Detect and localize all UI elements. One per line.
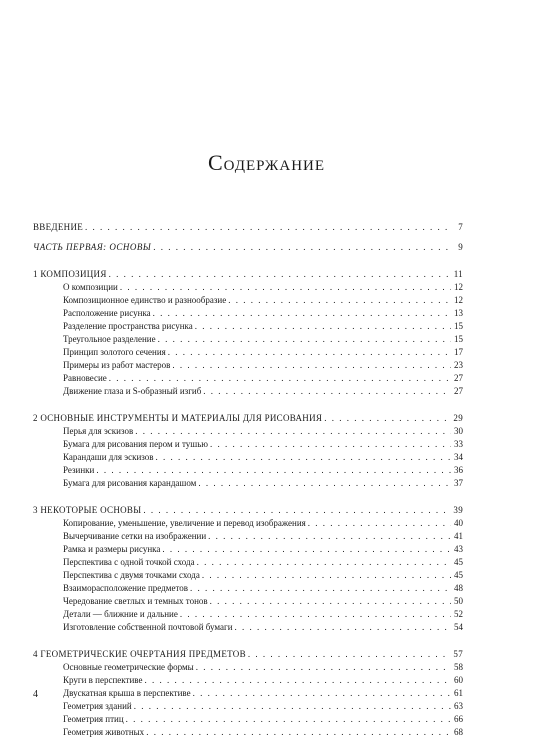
toc-subentry[interactable] bbox=[33, 385, 463, 398]
dot-leader bbox=[195, 320, 451, 333]
toc-subentry[interactable] bbox=[33, 307, 463, 320]
toc-subentry[interactable] bbox=[33, 621, 463, 634]
toc-subentry[interactable] bbox=[33, 543, 463, 556]
toc-entry-label: Разделение пространства рисунка bbox=[63, 321, 193, 331]
dot-leader bbox=[156, 451, 451, 464]
toc-entry-label: Треугольное разделение bbox=[63, 334, 156, 344]
toc-entry-page: 40 bbox=[454, 518, 463, 528]
dot-leader bbox=[168, 346, 451, 359]
toc-entry-page: 43 bbox=[454, 544, 463, 554]
toc-entry-label: ЧАСТЬ ПЕРВАЯ: ОСНОВЫ bbox=[33, 242, 152, 252]
toc-entry-page: 12 bbox=[454, 282, 463, 292]
toc-entry-page: 27 bbox=[454, 386, 463, 396]
toc-entry-label: Бумага для рисования пером и тушью bbox=[63, 439, 209, 449]
toc-chapter-4[interactable] bbox=[33, 648, 463, 661]
dot-leader bbox=[134, 700, 451, 713]
toc-entry-page: 15 bbox=[454, 321, 463, 331]
toc-entry-page: 15 bbox=[454, 334, 463, 344]
toc-subentry[interactable] bbox=[33, 294, 463, 307]
toc-subentry[interactable] bbox=[33, 700, 463, 713]
toc-entry-introduction[interactable] bbox=[33, 221, 463, 234]
dot-leader bbox=[162, 543, 451, 556]
toc-entry-label: Перспектива с двумя точками схода bbox=[63, 570, 200, 580]
dot-leader bbox=[109, 268, 451, 281]
toc-entry-label: Резинки bbox=[63, 465, 95, 475]
toc-subentry[interactable] bbox=[33, 477, 463, 490]
toc-entry-label: Карандаши для эскизов bbox=[63, 452, 154, 462]
toc-entry-page: 66 bbox=[454, 714, 463, 724]
toc-entry-label: Копирование, уменьшение, увеличение и перевод изображения bbox=[63, 518, 306, 528]
toc-entry-label: Вычерчивание сетки на изображении bbox=[63, 531, 207, 541]
toc-subentry[interactable] bbox=[33, 713, 463, 726]
toc-entry-page: 7 bbox=[458, 222, 463, 232]
dot-leader bbox=[180, 608, 451, 621]
toc-entry-page: 63 bbox=[454, 701, 463, 711]
toc-entry-page: 30 bbox=[454, 426, 463, 436]
toc-entry-label: Примеры из работ мастеров bbox=[63, 360, 171, 370]
dot-leader bbox=[120, 281, 451, 294]
toc-subentry[interactable] bbox=[33, 346, 463, 359]
toc-entry-page: 37 bbox=[454, 478, 463, 488]
dot-leader bbox=[158, 333, 451, 346]
toc-subentry[interactable] bbox=[33, 320, 463, 333]
toc-entry-label: Бумага для рисования карандашом bbox=[63, 478, 197, 488]
dot-leader bbox=[109, 372, 451, 385]
toc-subentry[interactable] bbox=[33, 372, 463, 385]
dot-leader bbox=[235, 621, 451, 634]
toc-entry-label: Принцип золотого сечения bbox=[63, 347, 166, 357]
toc-entry-label: О композиции bbox=[63, 282, 118, 292]
toc-subentry[interactable] bbox=[33, 464, 463, 477]
toc-entry-page: 68 bbox=[454, 727, 463, 737]
dot-leader bbox=[203, 385, 451, 398]
page-number: 4 bbox=[33, 689, 38, 700]
toc-entry-page: 36 bbox=[454, 465, 463, 475]
dot-leader bbox=[143, 504, 451, 517]
toc-entry-label: Геометрия животных bbox=[63, 727, 145, 737]
toc-subentry[interactable] bbox=[33, 425, 463, 438]
dot-leader bbox=[85, 221, 451, 234]
toc-subentry[interactable] bbox=[33, 517, 463, 530]
dot-leader bbox=[308, 517, 451, 530]
toc-entry-label: Равновесие bbox=[63, 373, 107, 383]
dot-leader bbox=[153, 241, 451, 254]
dot-leader bbox=[228, 294, 451, 307]
dot-leader bbox=[126, 713, 451, 726]
toc-subentry[interactable] bbox=[33, 451, 463, 464]
toc-entry-label: ВВЕДЕНИЕ bbox=[33, 222, 84, 232]
toc-subentry[interactable] bbox=[33, 608, 463, 621]
dot-leader bbox=[146, 726, 451, 739]
toc-entry-label: Композиционное единство и разнообразие bbox=[63, 295, 227, 305]
toc-entry-page: 13 bbox=[454, 308, 463, 318]
toc-entry-part-one[interactable] bbox=[33, 241, 463, 254]
toc-subentry[interactable] bbox=[33, 726, 463, 739]
toc-subentry[interactable] bbox=[33, 582, 463, 595]
toc-subentry[interactable] bbox=[33, 569, 463, 582]
dot-leader bbox=[190, 582, 451, 595]
toc-subentry[interactable] bbox=[33, 595, 463, 608]
toc-entry-label: 4 ГЕОМЕТРИЧЕСКИЕ ОЧЕРТАНИЯ ПРЕДМЕТОВ bbox=[33, 649, 246, 659]
toc-entry-page: 27 bbox=[454, 373, 463, 383]
toc-subentry[interactable] bbox=[33, 281, 463, 294]
toc-chapter-1[interactable] bbox=[33, 268, 463, 281]
dot-leader bbox=[196, 661, 451, 674]
toc-entry-page: 60 bbox=[454, 675, 463, 685]
toc-entry-page: 12 bbox=[454, 295, 463, 305]
toc-entry-label: Детали — ближние и дальние bbox=[63, 609, 178, 619]
toc-entry-label: Круги в перспективе bbox=[63, 675, 143, 685]
dot-leader bbox=[197, 556, 451, 569]
page-title: Содержание bbox=[207, 150, 326, 175]
toc-chapter-3[interactable] bbox=[33, 504, 463, 517]
toc-subentry[interactable] bbox=[33, 438, 463, 451]
toc-subentry[interactable] bbox=[33, 359, 463, 372]
toc-entry-label: 1 КОМПОЗИЦИЯ bbox=[33, 269, 107, 279]
toc-subentry[interactable] bbox=[33, 674, 463, 687]
toc-entry-label: Движение глаза и S-образный изгиб bbox=[63, 386, 202, 396]
dot-leader bbox=[144, 674, 451, 687]
dot-leader bbox=[210, 438, 451, 451]
dot-leader bbox=[202, 569, 451, 582]
toc-entry-page: 17 bbox=[454, 347, 463, 357]
toc-entry-label: 2 ОСНОВНЫЕ ИНСТРУМЕНТЫ И МАТЕРИАЛЫ ДЛЯ РИСОВАНИЯ bbox=[33, 413, 323, 423]
toc-entry-page: 57 bbox=[453, 649, 463, 659]
toc-subentry[interactable] bbox=[33, 530, 463, 543]
toc-entry-page: 11 bbox=[453, 269, 463, 279]
toc-entry-label: Перспектива с одной точкой схода bbox=[63, 557, 195, 567]
toc-entry-page: 45 bbox=[454, 557, 463, 567]
toc-chapter-2[interactable] bbox=[33, 412, 463, 425]
toc-entry-label: Основные геометрические формы bbox=[63, 662, 194, 672]
toc-entry-label: Изготовление собственной почтовой бумаги bbox=[63, 622, 233, 632]
toc-entry-label: Чередование светлых и темных тонов bbox=[63, 596, 208, 606]
toc-entry-page: 41 bbox=[454, 531, 463, 541]
toc-subentry[interactable] bbox=[33, 556, 463, 569]
toc-entry-label: Перья для эскизов bbox=[63, 426, 134, 436]
dot-leader bbox=[96, 464, 451, 477]
toc-entry-label: Геометрия птиц bbox=[63, 714, 124, 724]
dot-leader bbox=[208, 530, 451, 543]
table-of-contents bbox=[33, 221, 463, 739]
toc-subentry[interactable] bbox=[33, 333, 463, 346]
toc-entry-page: 48 bbox=[454, 583, 463, 593]
dot-leader bbox=[324, 412, 451, 425]
dot-leader bbox=[135, 425, 451, 438]
dot-leader bbox=[248, 648, 451, 661]
toc-entry-page: 9 bbox=[458, 242, 463, 252]
toc-entry-page: 54 bbox=[454, 622, 463, 632]
dot-leader bbox=[153, 307, 451, 320]
toc-entry-page: 52 bbox=[454, 609, 463, 619]
toc-subentry[interactable] bbox=[33, 661, 463, 674]
toc-entry-label: Геометрия зданий bbox=[63, 701, 132, 711]
toc-entry-label: Двускатная крыша в перспективе bbox=[63, 688, 191, 698]
toc-entry-label: Рамка и размеры рисунка bbox=[63, 544, 161, 554]
toc-entry-page: 34 bbox=[454, 452, 463, 462]
dot-leader bbox=[198, 477, 451, 490]
toc-entry-label: 3 НЕКОТОРЫЕ ОСНОВЫ bbox=[33, 505, 142, 515]
toc-entry-label: Расположение рисунка bbox=[63, 308, 151, 318]
toc-entry-page: 33 bbox=[454, 439, 463, 449]
toc-entry-page: 45 bbox=[454, 570, 463, 580]
toc-entry-page: 58 bbox=[454, 662, 463, 672]
toc-entry-page: 29 bbox=[453, 413, 463, 423]
dot-leader bbox=[172, 359, 451, 372]
dot-leader bbox=[193, 687, 451, 700]
dot-leader bbox=[210, 595, 451, 608]
toc-entry-page: 23 bbox=[454, 360, 463, 370]
toc-entry-page: 39 bbox=[453, 505, 463, 515]
toc-subentry[interactable] bbox=[33, 687, 463, 700]
toc-entry-label: Взаиморасположение предметов bbox=[63, 583, 189, 593]
toc-entry-page: 50 bbox=[454, 596, 463, 606]
toc-entry-page: 61 bbox=[454, 688, 463, 698]
